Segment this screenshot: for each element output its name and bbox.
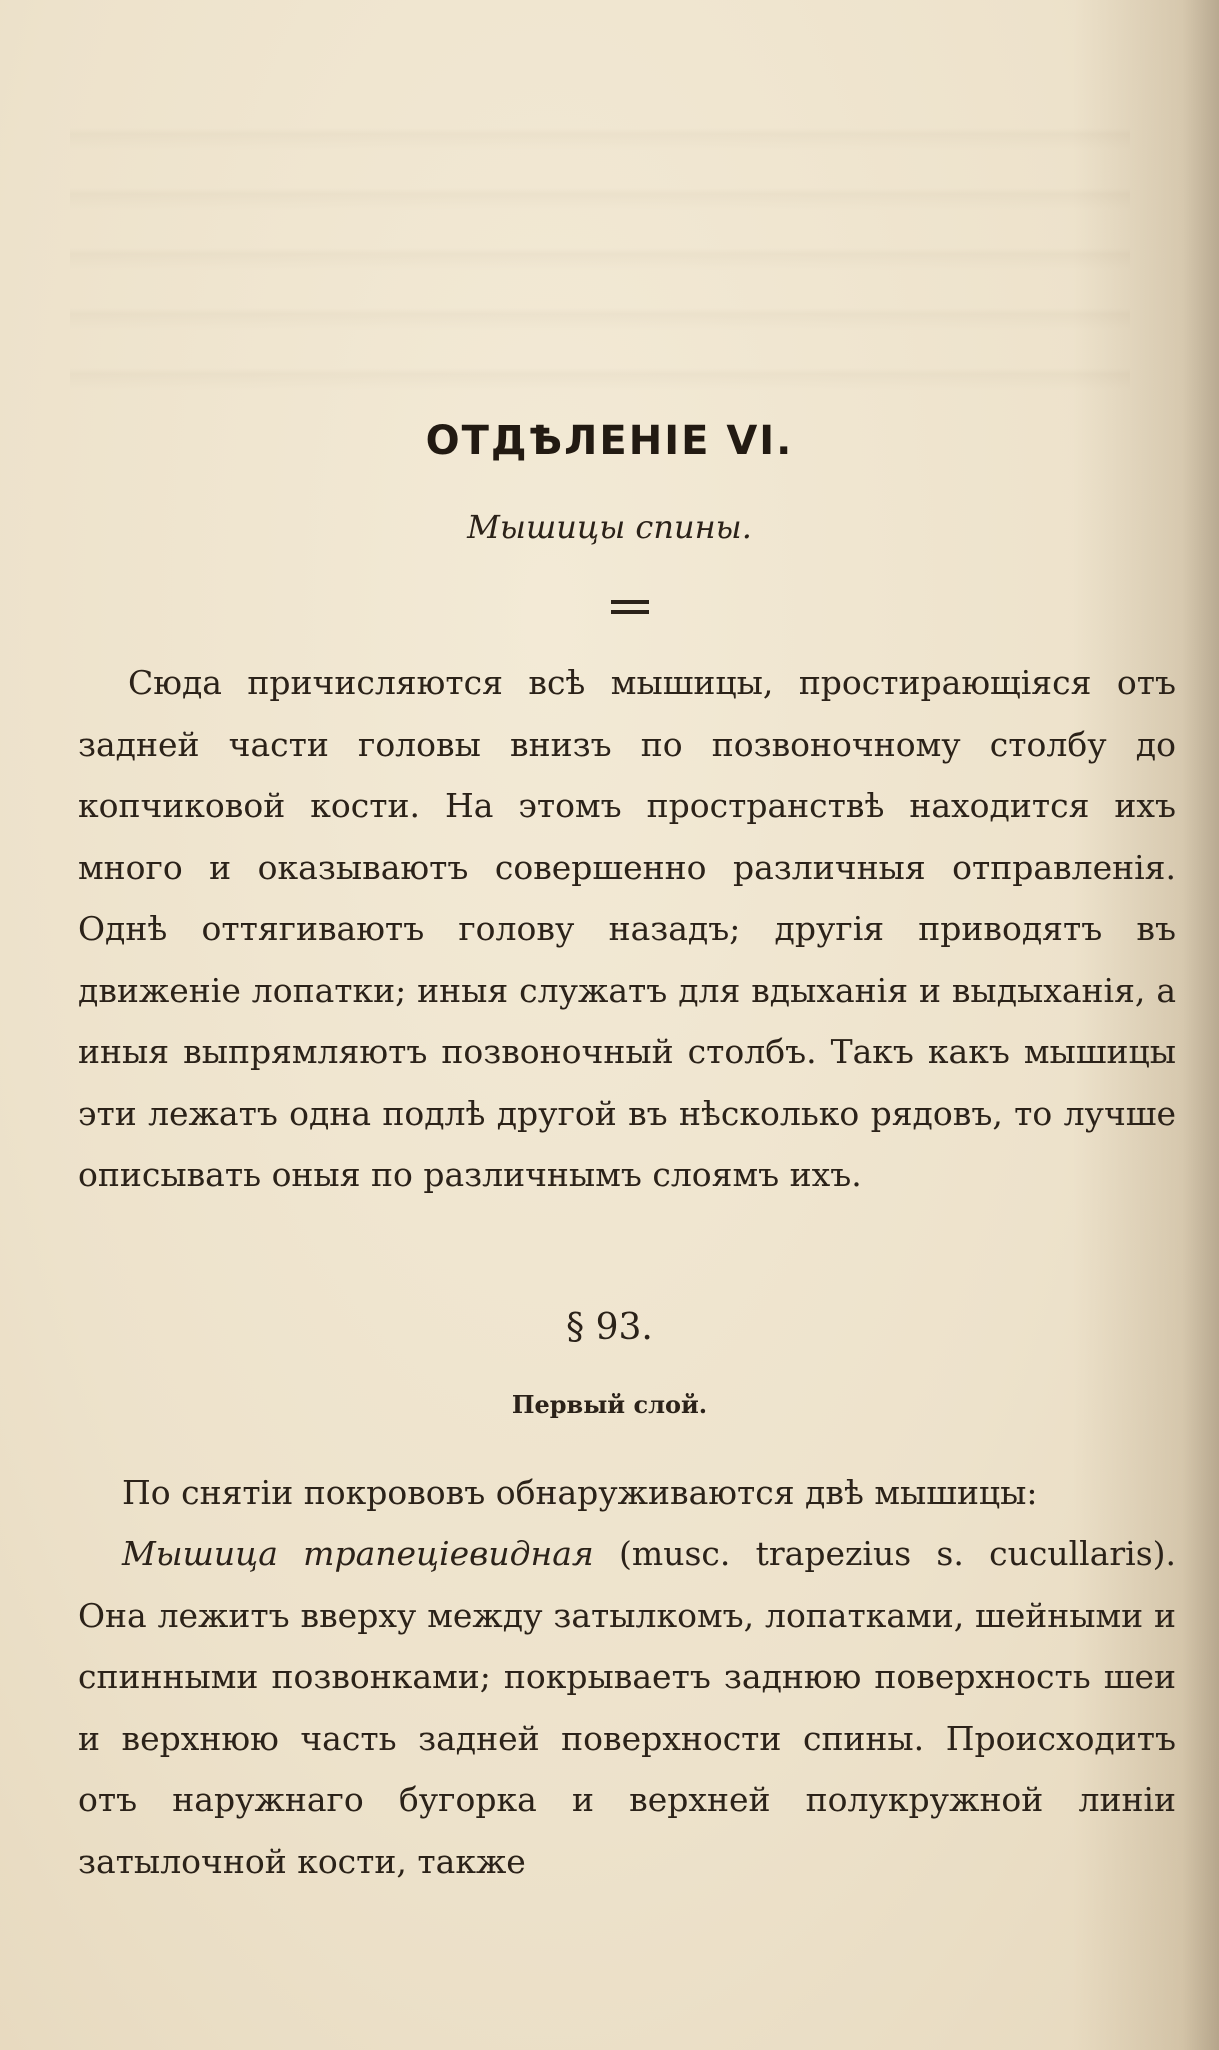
intro-paragraph: Сюда причисляются всѣ мышицы, простирающіяся отъ задней части головы внизъ по позвоночному столбу до копчиковой кости. На этомъ пространствѣ находится ихъ много и оказываютъ совершенно различныя отправленія. Однѣ оттягиваютъ голову назадъ; другія приводятъ въ движеніе лопатки; иныя служатъ для вдыханія и выдыханія, а иныя выпрямляютъ позвоночный столбъ. Такъ какъ мышицы эти лежатъ одна подлѣ другой въ нѣсколько рядовъ, то лучше описывать оныя по различнымъ слоямъ ихъ.: [78, 663, 1176, 1194]
layer-heading: Первый слой.: [511, 1390, 708, 1419]
bleed-through-texture: [70, 90, 1130, 390]
paragraph-number: § 93.: [566, 1307, 653, 1348]
double-rule-divider: [611, 600, 649, 614]
muscle-term: Мышица трапеціевидная: [122, 1534, 594, 1573]
section-title: ОТДѢЛЕНІЕ VI.: [425, 418, 794, 464]
trapezius-text: (musc. trapezius s. cucullaris). Она лежитъ вверху между затылкомъ, лопатками, шейными и спинными позвонками; покрываетъ заднюю поверхность шеи и верхнюю часть задней поверхности спины. Происходитъ отъ наружнаго бугорка и верхней полукружной линіи затылочной кости, также: [78, 1534, 1176, 1881]
trapezius-paragraph: [78, 1523, 1176, 1892]
lead-sentence: По снятіи покрововъ обнаруживаются двѣ мышицы:: [122, 1473, 1038, 1512]
section-subtitle: Мышицы спины.: [467, 508, 752, 546]
